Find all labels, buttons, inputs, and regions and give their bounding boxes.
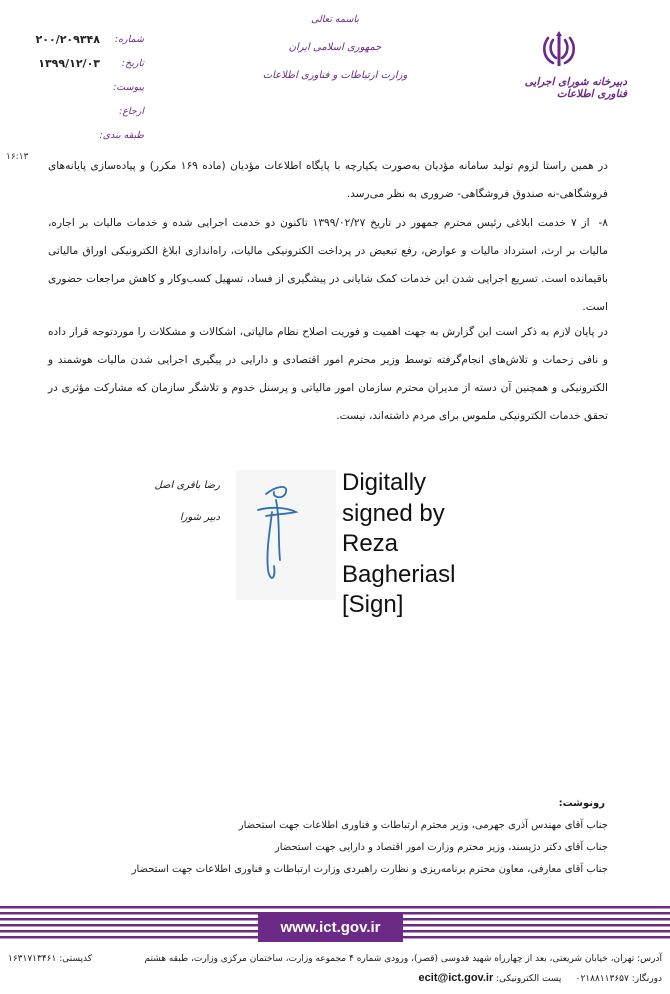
paragraph-2-text: از ۷ خدمت ابلاغی رئیس محترم جمهور در تاریخ ۱۳۹۹/۰۲/۲۷ تاکنون دو خدمت اجرایی شده و خدمات مالیات بر اجاره، مالیات بر ارث، استرداد مالیات و عوارض، رفع تبعیض در پرداخت الکترونیکی مالیات، راه‌اندازی ابلاغ الکترونیکی اوراق مالیاتی باقیمانده است. تسریع اجرایی شدن این خدمات کمک شایانی در پیشگیری از فساد، تسهیل کسب‌وکار و کاهش مراجعات حضوری است. bbox=[48, 217, 608, 313]
attachment-label: پیوست: bbox=[113, 82, 144, 93]
council-name: دبیرخانه شورای اجرایی فناوری اطلاعات bbox=[524, 76, 627, 100]
stamp-line: Bagheriasl bbox=[342, 560, 456, 588]
date-label: تاریخ: bbox=[121, 58, 144, 69]
ministry-name: وزارت ارتباطات و فناوری اطلاعات bbox=[262, 70, 408, 81]
cc-line: جناب آقای مهندس آذری جهرمی، وزیر محترم ارتباطات و فناوری اطلاعات جهت استحضار bbox=[238, 820, 608, 831]
signatory-role: دبیر شورا bbox=[179, 512, 220, 523]
email-label: پست الکترونیکی: bbox=[496, 974, 562, 984]
cc-line: جناب آقای دکتر دژپسند، وزیر محترم وزارت امور اقتصاد و دارایی جهت استحضار bbox=[274, 842, 608, 853]
stamp-line: Reza bbox=[342, 530, 399, 557]
postal-code-label: کدپستی: bbox=[59, 954, 93, 964]
paragraph-3-text: در پایان لازم به ذکر است این گزارش به جهت اهمیت و فوریت اصلاح نظام مالیاتی، اشکالات و مشکلات را موردتوجه قرار داده و نافی زحمات و تلاش‌های انجام‌گرفته توسط وزیر محترم امور اقتصادی و دارایی در پیگیری اجرایی شدن مالیات هوشمند و الکترونیکی و همچنین آن دسته از مدیران محترم سازمان امور مالیاتی و پرسنل خدوم و تلاشگر سازمان که مشارکت مؤثری در تحقق خدمات الکترونیکی ملموس برای مردم داشته‌اند، نیست. bbox=[48, 326, 608, 422]
postal-code bbox=[8, 954, 92, 964]
letter-number: ۲۰۰/۲۰۹۳۴۸ bbox=[35, 33, 100, 46]
item-number: ۸- bbox=[598, 217, 608, 229]
stamp-line: signed by bbox=[342, 499, 445, 527]
postal-code-value: ۱۶۳۱۷۱۳۴۶۱ bbox=[8, 954, 57, 964]
cc-title: رونوشت: bbox=[558, 798, 605, 809]
address: آدرس: تهران، خیابان شریعتی، بعد از چهارراه شهید قدوسی (قصر)، ورودی شماره ۴ مجموعه وزارت، ساختمان مرکزی وزارت، طبقه هشتم bbox=[144, 954, 662, 964]
paragraph-3 bbox=[48, 318, 608, 430]
fax: دورنگار: ۰۲۱۸۸۱۱۳۶۵۷ bbox=[575, 974, 662, 984]
time-stamp: ۱۶:۱۳ bbox=[6, 152, 29, 162]
paragraph-1-text: در همین راستا لزوم تولید سامانه مؤدیان به‌صورت یکپارچه با پایگاه اطلاعات مؤدیان (ماده ۱۶۹ مکرر) و پیاده‌سازی پایانه‌های فروشگاهی-نه صندوق فروشگاهی- ضروری به نظر می‌رسد. bbox=[48, 160, 608, 200]
stamp-line: Digitally bbox=[342, 469, 427, 496]
handwritten-signature-image bbox=[236, 470, 336, 600]
number-label: شماره: bbox=[114, 34, 144, 45]
classification-label: طبقه بندی: bbox=[99, 130, 144, 141]
digital-signature-stamp bbox=[342, 468, 455, 621]
paragraph-2 bbox=[48, 209, 608, 321]
contact-line bbox=[8, 972, 662, 984]
basmala: باسمه تعالی bbox=[310, 14, 360, 25]
republic-name: جمهوری اسلامی ایران bbox=[288, 42, 382, 53]
iran-emblem-icon bbox=[541, 30, 577, 70]
email-link[interactable]: ecit@ict.gov.ir bbox=[418, 972, 494, 984]
website-link[interactable]: www.ict.gov.ir bbox=[258, 914, 403, 942]
cc-line: جناب آقای معارفی، معاون محترم برنامه‌ریزی و نظارت راهبردی وزارت ارتباطات و فناوری اطلاعات جهت استحضار bbox=[131, 864, 608, 875]
stamp-line: [Sign] bbox=[342, 591, 404, 618]
paragraph-1 bbox=[48, 152, 608, 208]
letter-date: ۱۳۹۹/۱۲/۰۳ bbox=[38, 57, 100, 70]
reference-label: ارجاع: bbox=[119, 106, 144, 117]
signatory-name: رضا باقری اصل bbox=[154, 480, 220, 491]
